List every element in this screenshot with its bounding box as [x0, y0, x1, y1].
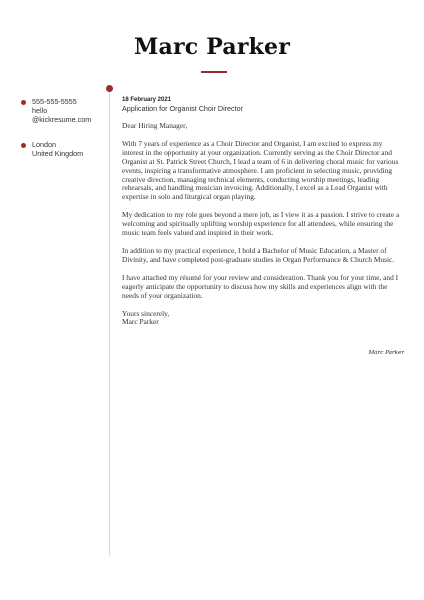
letter-body	[122, 97, 404, 327]
header-accent-rule	[201, 71, 227, 73]
city: London	[32, 140, 56, 149]
closing: Yours sincerely,	[122, 308, 170, 318]
closing-name: Marc Parker	[122, 317, 159, 327]
email-line-2: @kickresume.com	[32, 115, 92, 124]
country: United Kingdom	[32, 149, 84, 158]
paragraph: I have attached my résumé for your review and consideration. Thank you for your time, and I eagerly anticipate the opportunity to discuss how my skills and experiences align with the needs of your organization.	[122, 272, 399, 300]
timeline-rule	[109, 88, 110, 556]
letter-subject: Application for Organist Choir Director	[122, 104, 244, 113]
signature: Marc Parker	[368, 350, 404, 356]
paragraph: With 7 years of experience as a Choir Director and Organist, I am excited to express my interest in the opportunity at your organization. Currently serving as the Choir Director and Organist at St. Patrick Street Church, I lead a team of 6 in delivering choral music for various events, inspiring a transformative atmosphere. I am proficient in selecting music, providing creative direction, managing technical elements, conducting worship meetings, leading rehearsals, and handling musician invoicing. Additionally, I excel as a Lead Organist with expertise in solo and liturgical organ playing.	[122, 138, 399, 202]
letter-date: 18 February 2021	[122, 97, 172, 103]
salutation: Dear Hiring Manager,	[122, 121, 188, 130]
timeline-dot	[106, 85, 113, 92]
contact-bullet-icon	[21, 100, 26, 105]
paragraph: My dedication to my role goes beyond a mere job, as I view it as a passion. I strive to create a welcoming and spiritually uplifting worship experience for all attendees, while ensuring the music team feels valued and inspired in their work.	[122, 210, 400, 238]
phone-number: 555-555-5555	[32, 97, 77, 106]
location-lines	[32, 140, 83, 158]
applicant-name: Marc Parker	[133, 34, 291, 60]
contact-lines	[32, 97, 91, 124]
paragraph: In addition to my practical experience, I hold a Bachelor of Music Education, a Master of Divinity, and have completed post-graduate studies in Organ Performance & Church Music.	[122, 245, 395, 264]
location-bullet-icon	[21, 143, 26, 148]
email-line-1: hello	[32, 106, 48, 115]
